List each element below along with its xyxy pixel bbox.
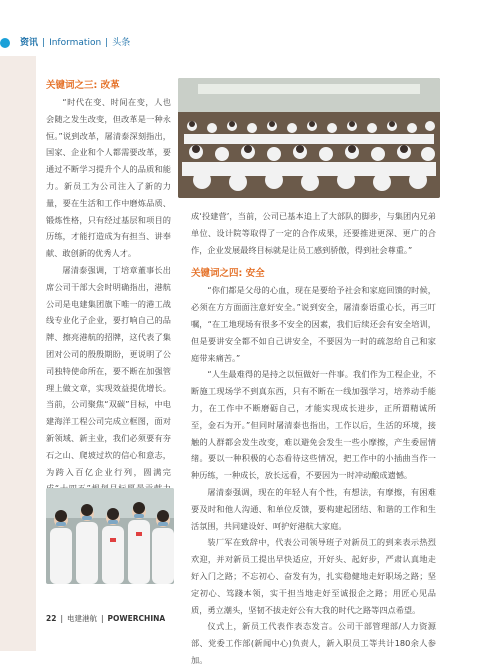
section-heading-reform: 关键词之三: 改革 [46, 80, 120, 91]
photo-auditorium [178, 78, 440, 198]
right-paragraph: 屠清泰强调，现在的年轻人有个性，有想法，有摩擦，有困难要及时和他人沟通、和单位反馈，要构建起团结、和谐的工作和生活氛围，共同建设好、呵护好港航大家庭。 [191, 486, 436, 531]
right-column [191, 208, 436, 669]
header-category: 头条 [112, 38, 131, 48]
brand-name: POWERCHINA [107, 614, 166, 623]
section-heading-safety: 关键词之四: 安全 [191, 268, 265, 280]
right-paragraph: “人生最难得的是持之以恒做好一件事。我们作为工程企业，不断施工现场学不到真东西，只有不断在一线加强学习，培养动手能力，在工作中不断磨砺自己，才能实现成长进步，正所谓精诚所至，金石为开。”但同时屠清泰也指出，工作以后，生活的环境，接触的人群都会发生改变，难以避免会发生一些小摩擦，产生委屈情绪。要以一种积极的心态看待这些情况，把工作中的小插曲当作一种历练，一种成长，放长远看，不要因为一时冲动酿成遗憾。 [191, 369, 436, 481]
header-dot-icon [0, 38, 10, 48]
left-paragraph: 屠清泰强调，丁培章董事长出席公司干部大会时明确指出，港航公司是电建集团旗下唯一的港工战线专业化子企业，要打响自己的品牌、擦亮港航的招牌，这代表了集团对公司的殷殷期盼，更说明了公司独特使命所在，要不断在加强管理上做文章，实现效益提优增长。当前，公司聚焦“双碳”目标，中电建海洋工程公司完成立框图，面对新领域、新主业，我们必须要有夯石之山、爬坡过坎的信心和意志，为跨入百亿企业行列，圆满完 [46, 264, 171, 477]
right-paragraph: 仪式上，新员工代表作表态发言。公司干部管理部/人力资源部、党委工作部(新闻中心)负责人，新入职员工等共计180余人参加。 [191, 621, 436, 665]
page-footer: 22 | 电建港航 | POWERCHINA [46, 614, 166, 623]
page-header [0, 32, 480, 52]
magazine-name: 电建港航 [66, 614, 97, 623]
right-paragraph: “你们都是父母的心血，现在是要给予社会和家庭回馈的时候，必须在方方面面注意好安全。”说到安全，屠清泰语重心长，再三叮嘱，“在工地现场有很多不安全的因素，我们后续还会有安全培训，但是要讲安全都不如自己讲安全，不要因为一时的疏忽给自己和家庭带来痛苦。” [191, 285, 436, 363]
header-breadcrumb: 资讯 | Information | 头条 [20, 38, 131, 48]
photo-new-employees [46, 488, 174, 584]
right-paragraph-continued: 成‘投建营’，当前，公司已基本追上了大部队的脚步，与集团内兄弟单位、设计院等取得了一定的合作成果，还要推进更深、更广的合作，企业发展最终目标就是让员工感到骄傲，得到社会尊重。” [191, 211, 436, 255]
header-subsection: Information [49, 38, 102, 48]
side-band [0, 56, 36, 651]
right-paragraph: 装厂军在致辞中，代表公司领导班子对新员工的到来表示热烈欢迎，并对新员工提出早快适应，开好头、起好步，严肃认真地走好入门之路；不忘初心、奋发有为，扎实稳健地走好职场之路；坚定初心、笃踐本领，实干担当地走好至诚报企之路；用匠心见品质，勇立潮头，坚韧不拔走好公有大我的时代之路等四点希望。 [191, 537, 436, 615]
page-number: 22 [46, 614, 57, 623]
header-section: 资讯 [20, 38, 39, 48]
left-paragraph: “时代在变、时间在变，人也会随之发生改变，但改革是一种永恒。”说到改革，屠清泰深刻指出，国家、企业和个人都需要改革，要通过不断学习提升个人的品质和能力。新员工为公司注入了新的力量，要在生活和工作中磨炼品质、锻炼性格，只有经过基层和项目的历练，才能打造成为有担当、讲奉献、敢创新的优秀人才。 [46, 97, 171, 259]
